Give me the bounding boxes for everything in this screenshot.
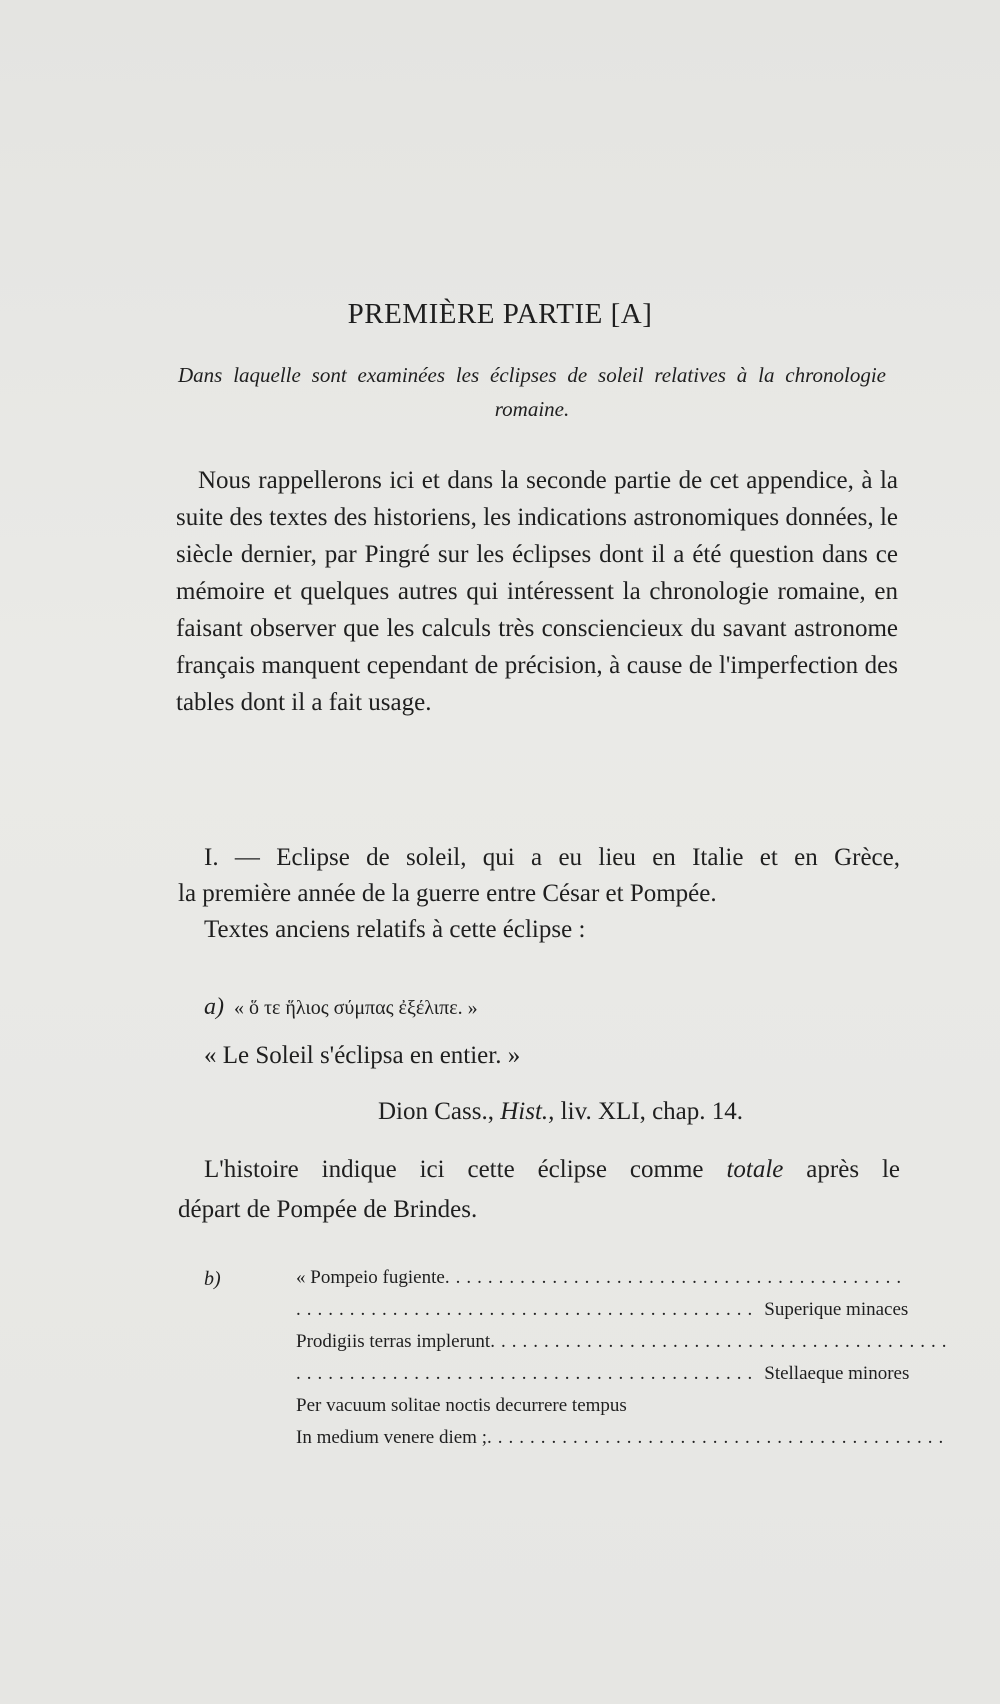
- section-subtitle: Dans laquelle sont examinées les éclipses de soleil relatives à la chronologie romaine.: [178, 363, 886, 421]
- verse-line-text: Superique minaces: [764, 1299, 909, 1320]
- verse-line: [296, 1358, 910, 1390]
- verse-line: [296, 1390, 770, 1422]
- history-note: [178, 1150, 900, 1230]
- section-one-line1: I. — Eclipse de soleil, qui a eu lieu en Italie et en Grèce,: [204, 844, 900, 871]
- history-note-emphasis: totale: [726, 1156, 784, 1183]
- verse-leader-dots: ...........................................: [490, 1331, 953, 1352]
- verse-line-text: Stellaeque minores: [764, 1363, 910, 1384]
- history-note-line2: départ de Pompée de Brindes.: [178, 1196, 478, 1223]
- quote-a-marker: a): [204, 994, 224, 1020]
- section-one-heading: [178, 840, 900, 948]
- verse-leader-dots: ...........................................: [444, 1267, 908, 1288]
- citation-reference: liv. XLI, chap. 14.: [560, 1098, 744, 1125]
- section-one-line2: la première année de la guerre entre César et Pompée.: [178, 880, 717, 907]
- verse-line-text: Prodigiis terras implerunt: [296, 1331, 491, 1352]
- history-note-post: après le: [806, 1156, 901, 1183]
- verse-leader-dots: ...........................................: [296, 1363, 759, 1384]
- citation-author: Dion Cass.,: [378, 1098, 494, 1125]
- verse-leader-dots: ...........................................: [487, 1427, 950, 1448]
- verse-line: [296, 1326, 953, 1358]
- section-one-line3: Textes anciens relatifs à cette éclipse :: [204, 916, 586, 943]
- verse-line-text: « Pompeio fugiente: [296, 1267, 445, 1288]
- page-title: PREMIÈRE PARTIE [A]: [347, 298, 653, 330]
- history-note-pre: L'histoire indique ici cette éclipse comme: [204, 1156, 704, 1183]
- verse-line: [296, 1262, 908, 1294]
- greek-quote: [204, 994, 478, 1021]
- quote-b-marker: b): [204, 1268, 221, 1290]
- intro-paragraph: [176, 462, 898, 721]
- citation: [378, 1098, 743, 1126]
- verse-line-text: In medium venere diem ;: [296, 1427, 487, 1448]
- citation-work: Hist.,: [500, 1098, 555, 1125]
- verse-line-text: Per vacuum solitae noctis decurrere tempus: [296, 1395, 627, 1416]
- intro-paragraph-text: Nous rappellerons ici et dans la seconde partie de cet appendice, à la suite des textes des historiens, les indications astronomiques données, le siècle dernier, par Pingré sur les éclipses dont il a été question dans ce mémoire et quelques autres qui intéressent la chronologie romaine, en faisant observer que les calculs très consciencieux du savant astronome français manquent cependant de précision, à cause de l'imperfection des tables dont il a fait usage.: [176, 467, 898, 716]
- greek-quote-text: « ὅ τε ἥλιος σύμπας ἐξέλιπε. »: [234, 997, 478, 1019]
- french-translation: « Le Soleil s'éclipsa en entier. »: [204, 1042, 521, 1069]
- history-note-line1: [178, 1150, 900, 1190]
- verse-line: [296, 1294, 909, 1326]
- verse-line: [296, 1422, 950, 1454]
- verse-leader-dots: ...........................................: [296, 1299, 759, 1320]
- latin-verse: [296, 1262, 953, 1454]
